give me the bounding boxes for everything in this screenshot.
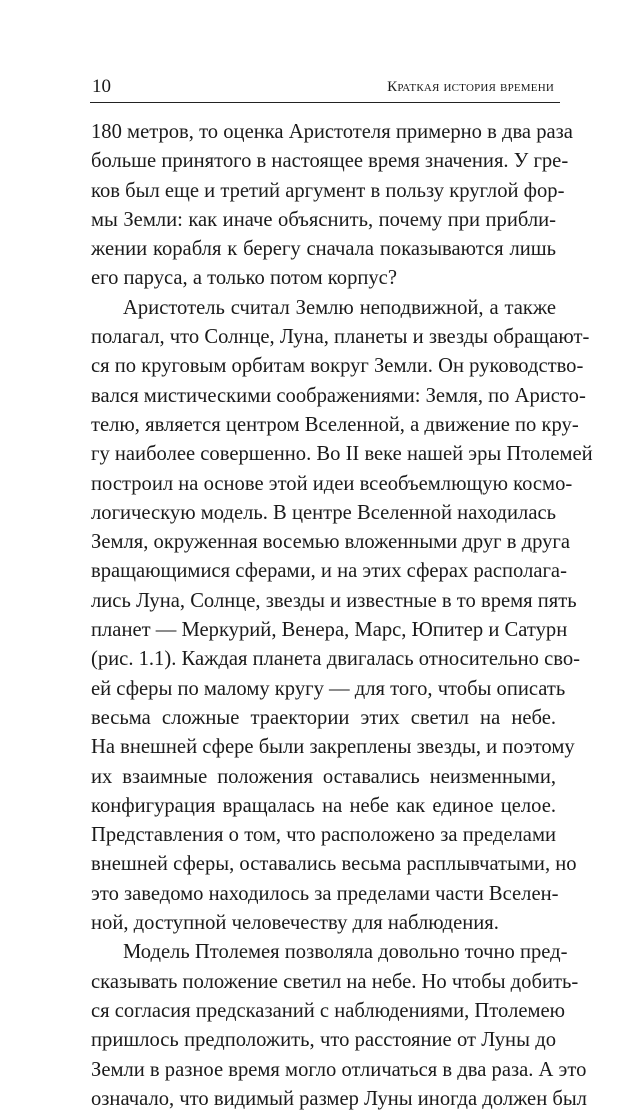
- paragraph: [91, 938, 587, 1114]
- text-line: жении корабля к берегу сначала показываются лишь: [91, 238, 556, 261]
- paragraph: [91, 118, 573, 294]
- text-line: полагал, что Солнце, Луна, планеты и звезды обращают-: [91, 326, 590, 349]
- text-line: Земля, окруженная восемью вложенными друг в друга: [91, 531, 571, 554]
- text-line: их взаимные положения оставались неизменными,: [91, 765, 556, 788]
- text-line: сказывать положение светил на небе. Но чтобы добить-: [91, 970, 579, 993]
- text-line: построил на основе этой идеи всеобъемлющую космо-: [91, 472, 573, 495]
- text-line: логическую модель. В центре Вселенной находилась: [91, 501, 556, 524]
- header-rule: [90, 102, 560, 103]
- body-text: [91, 118, 593, 1114]
- text-line: Аристотель считал Землю неподвижной, а также: [123, 296, 556, 319]
- running-head: [90, 72, 560, 102]
- page-number: 10: [92, 76, 111, 97]
- book-title: Краткая история времени: [387, 79, 554, 95]
- text-line: означало, что видимый размер Луны иногда должен был: [91, 1087, 587, 1110]
- text-line: ей сферы по малому кругу — для того, чтобы описать: [91, 677, 566, 700]
- text-line: его паруса, а только потом корпус?: [91, 267, 397, 290]
- text-line: Представления о том, что расположено за пределами: [91, 824, 556, 847]
- text-line: мы Земли: как иначе объяснить, почему при прибли-: [91, 208, 556, 231]
- text-line: планет — Меркурий, Венера, Марс, Юпитер и Сатурн: [91, 619, 568, 642]
- text-line: Земли в разное время могло отличаться в два раза. А это: [91, 1058, 587, 1081]
- text-line: ся по круговым орбитам вокруг Земли. Он руководство-: [91, 355, 584, 378]
- text-line: ся согласия предсказаний с наблюдениями, Птолемею: [91, 999, 566, 1022]
- text-line: На внешней сфере были закреплены звезды, и поэтому: [91, 736, 575, 759]
- text-line: (рис. 1.1). Каждая планета двигалась относительно сво-: [91, 648, 580, 671]
- text-line: вращающимися сферами, и на этих сферах располага-: [91, 560, 567, 583]
- text-line: телю, является центром Вселенной, а движение по кру-: [91, 413, 579, 436]
- text-line: лись Луна, Солнце, звезды и известные в то время пять: [91, 589, 577, 612]
- text-line: Модель Птолемея позволяла довольно точно пред-: [123, 941, 568, 964]
- text-line: ков был еще и третий аргумент в пользу круглой фор-: [91, 179, 565, 202]
- text-line: это заведомо находилось за пределами части Вселен-: [91, 882, 559, 905]
- text-line: весьма сложные траектории этих светил на небе.: [91, 706, 556, 729]
- paragraph: [91, 294, 593, 939]
- text-line: пришлось предположить, что расстояние от Луны до: [91, 1029, 556, 1052]
- text-line: вался мистическими соображениями: Земля, по Аристо-: [91, 384, 586, 407]
- text-line: гу наиболее совершенно. Во II веке нашей эры Птолемей: [91, 443, 593, 466]
- text-line: внешней сферы, оставались весьма расплывчатыми, но: [91, 853, 577, 876]
- text-line: конфигурация вращалась на небе как единое целое.: [91, 794, 556, 817]
- text-line: ной, доступной человечеству для наблюдения.: [91, 912, 499, 935]
- text-line: 180 метров, то оценка Аристотеля примерно в два раза: [91, 121, 573, 143]
- text-line: больше принятого в настоящее время значения. У гре-: [91, 150, 569, 173]
